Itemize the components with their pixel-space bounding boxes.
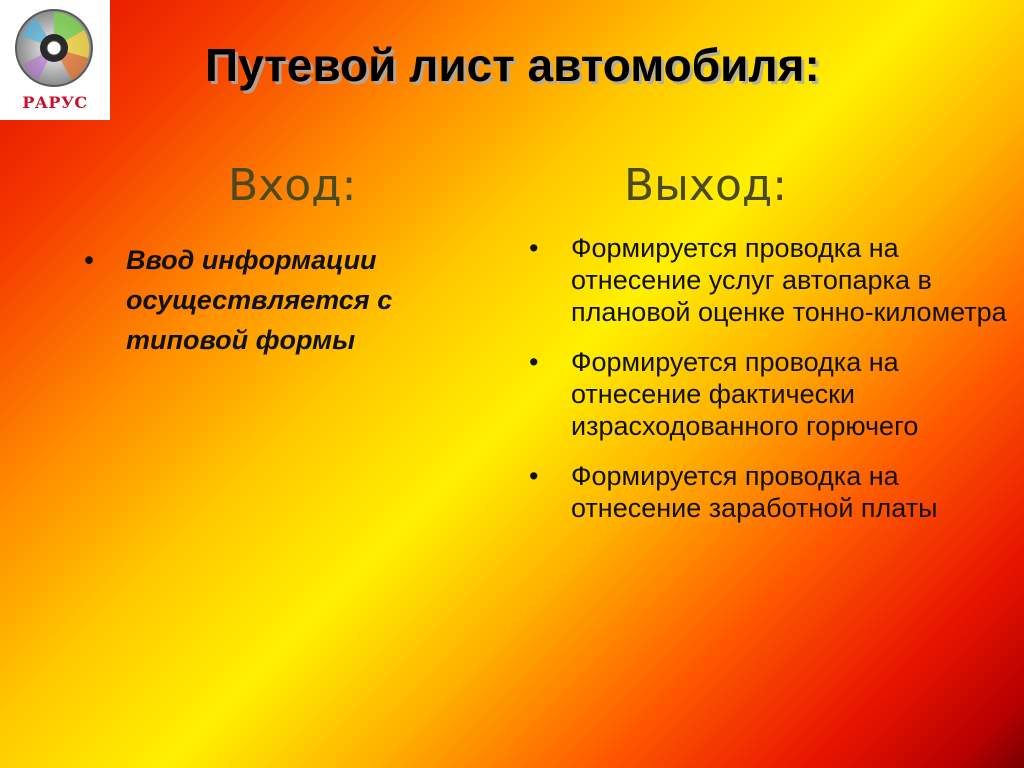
input-heading: Вход: — [228, 160, 357, 211]
bullet: • — [529, 233, 539, 263]
output-list-item — [529, 232, 1009, 328]
output-item-text: Формируется проводка на отнесение фактически израсходованного горючего — [571, 347, 919, 441]
slide-title: Путевой лист автомобиля: — [205, 39, 820, 91]
output-list-item — [529, 460, 1009, 524]
output-list — [529, 232, 1009, 542]
bullet: • — [529, 347, 539, 377]
output-list-item — [529, 346, 1009, 442]
logo-text: РАРУС — [22, 93, 88, 112]
rarus-logo — [0, 0, 110, 120]
bullet: • — [84, 245, 94, 275]
input-list — [84, 240, 484, 360]
output-item-text: Формируется проводка на отнесение услуг автопарка в плановой оценке тонно-километра — [571, 233, 1007, 327]
output-item-text: Формируется проводка на отнесение заработной платы — [571, 461, 938, 523]
input-list-item — [84, 240, 484, 360]
output-heading: Выход: — [624, 160, 788, 211]
input-item-text: Ввод информации осуществляется с типовой формы — [126, 245, 393, 355]
bullet: • — [529, 461, 539, 491]
cd-disc-icon — [14, 8, 94, 88]
